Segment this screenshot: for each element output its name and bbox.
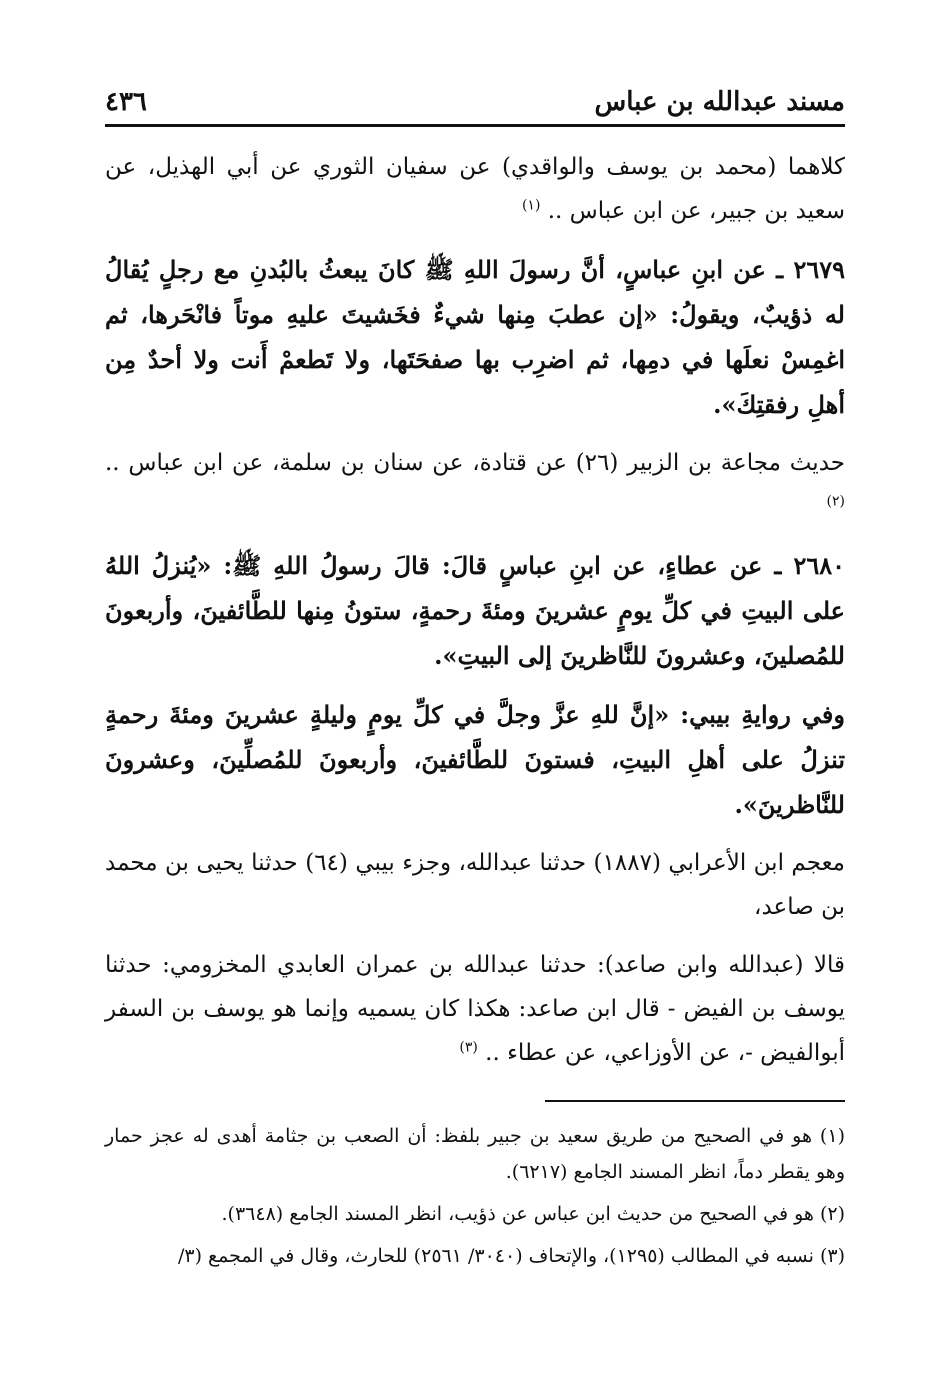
hadith-2680 bbox=[105, 543, 845, 678]
footnote-ref-2: (٢) bbox=[826, 493, 845, 510]
paragraph-text: قالا (عبدالله وابن صاعد): حدثنا عبدالله بن عمران العابدي المخزومي: حدثنا يوسف بن الفيض - قال ابن صاعد: هكذا كان يسميه وإنما هو يوسف بن السفر أبوالفيض -، عن الأوزاعي، عن عطاء .. bbox=[105, 952, 845, 1066]
footnotes bbox=[105, 1118, 845, 1280]
footnote-rule bbox=[545, 1100, 845, 1102]
hadith-2679 bbox=[105, 247, 845, 427]
paragraph-isnad-2680 bbox=[105, 943, 845, 1075]
paragraph-1 bbox=[105, 145, 845, 233]
footnote-1: (١) هو في الصحيح من طريق سعيد بن جبير بلفظ: أن الصعب بن جثامة أهدى له عجز حمار وهو يقطر دماً، انظر المسند الجامع (٦٢١٧). bbox=[105, 1125, 845, 1183]
paragraph-bibi-variant bbox=[105, 692, 845, 827]
hadith-text: ـ عن عطاءٍ، عن ابنِ عباسٍ قالَ: قالَ رسولُ اللهِ ﷺ: «يُنزلُ اللهُ على البيتِ في كلِّ يومٍ عشرينَ ومئةَ رحمةٍ، ستونُ مِنها للطَّائفينَ، وأربعونَ للمُصلينَ، وعشرونَ للنَّاظرينَ إلى البيتِ». bbox=[105, 551, 845, 670]
footnote-ref-1: (١) bbox=[521, 197, 541, 214]
paragraph-text: كلاهما (محمد بن يوسف والواقدي) عن سفيان الثوري عن أبي الهذيل، عن سعيد بن جبير، عن ابن عباس .. bbox=[105, 154, 845, 224]
footnote-2: (٢) هو في الصحيح من حديث ابن عباس عن ذؤيب، انظر المسند الجامع (٣٦٤٨). bbox=[221, 1203, 845, 1225]
running-header bbox=[105, 82, 845, 124]
hadith-number: ٢٦٧٩ bbox=[793, 255, 845, 284]
hadith-text: ـ عن ابنِ عباسٍ، أنَّ رسولَ اللهِ ﷺ كانَ يبعثُ بالبُدنِ مع رجلٍ يُقالُ له ذؤيبٌ، ويقولُ: «إن عطبَ مِنها شيءٌ فخَشيتَ عليهِ موتاً فانْحَرها، ثم اغمِسْ نعلَها في دمِها، ثم اضرِب بها صفحَتَها، ولا تَطعمْ أَنت ولا أحدٌ مِن أهلِ رفقتِكَ». bbox=[105, 255, 845, 419]
paragraph-isnad-2679 bbox=[105, 441, 845, 529]
paragraph-text: معجم ابن الأعرابي (١٨٨٧) حدثنا عبدالله، وجزء بيبي (٦٤) حدثنا يحيى بن محمد بن صاعد، bbox=[105, 850, 845, 920]
header-rule bbox=[105, 124, 845, 127]
footnote-3: (٣) نسبه في المطالب (١٢٩٥)، والإتحاف (٣٠٤٠/ ٢٥٦١) للحارث، وقال في المجمع (٣/ bbox=[177, 1245, 845, 1267]
hadith-number: ٢٦٨٠ bbox=[793, 551, 845, 580]
body-text bbox=[105, 145, 845, 1089]
paragraph-sources bbox=[105, 841, 845, 929]
page-number: ٤٣٦ bbox=[105, 87, 147, 117]
paragraph-text: حديث مجاعة بن الزبير (٢٦) عن قتادة، عن سنان بن سلمة، عن ابن عباس .. bbox=[105, 450, 845, 476]
footnote-ref-3: (٣) bbox=[459, 1039, 478, 1056]
running-title: مسند عبدالله بن عباس bbox=[594, 87, 845, 117]
paragraph-text: وفي روايةِ بيبي: «إنَّ للهِ عزَّ وجلَّ في كلِّ يومٍ وليلةٍ عشرينَ ومئةَ رحمةٍ تنزلُ على أهلِ البيتِ، فستونَ للطَّائفينَ، وأربعونَ للمُصلِّينَ، وعشرونَ للنَّاظرينَ». bbox=[105, 700, 845, 819]
